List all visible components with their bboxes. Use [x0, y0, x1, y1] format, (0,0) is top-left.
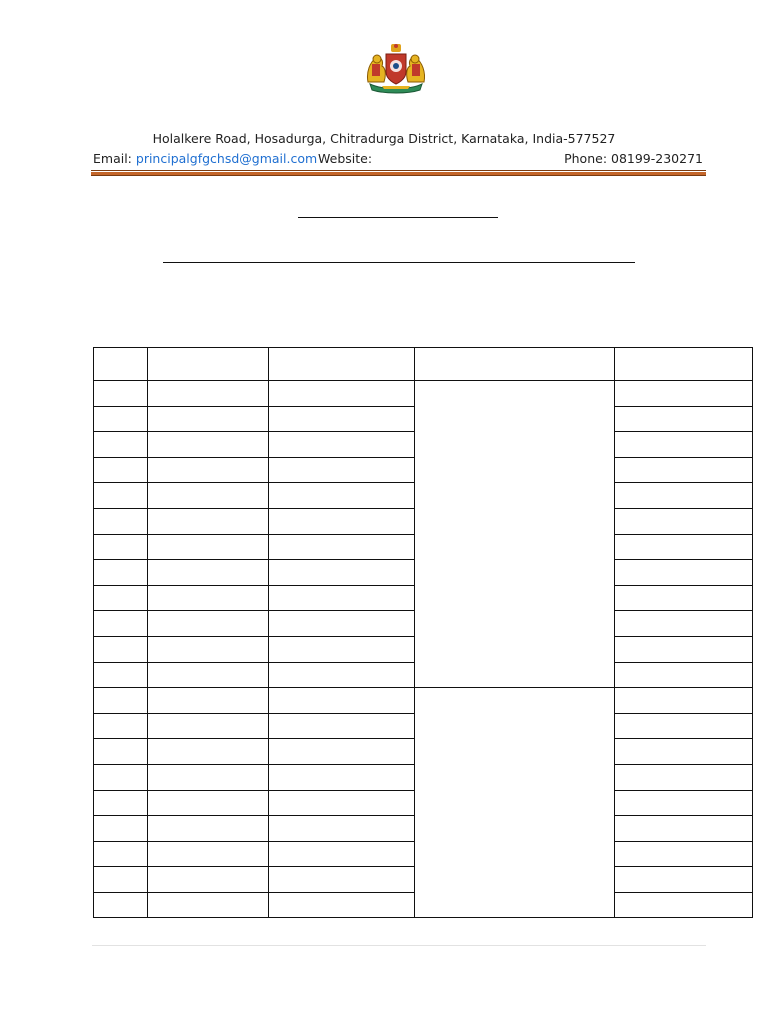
- table-cell: [148, 764, 269, 790]
- table-cell: [269, 790, 415, 816]
- table-cell: [94, 611, 148, 637]
- table-cell: [94, 790, 148, 816]
- table-cell: [615, 432, 753, 458]
- table-cell: [148, 534, 269, 560]
- table-cell: [148, 611, 269, 637]
- table-cell: [148, 816, 269, 842]
- table-cell: [148, 688, 269, 714]
- table-cell: [94, 662, 148, 688]
- table-cell: [94, 585, 148, 611]
- table-cell: [94, 636, 148, 662]
- table-cell: [94, 457, 148, 483]
- table-cell: [148, 585, 269, 611]
- table-cell: [148, 636, 269, 662]
- table-cell: [148, 841, 269, 867]
- table-cell: [94, 841, 148, 867]
- merged-table-cell: [415, 688, 615, 918]
- table-cell: [269, 816, 415, 842]
- table-cell: [615, 662, 753, 688]
- table-cell: [269, 867, 415, 893]
- table-cell: [94, 764, 148, 790]
- table-header-cell: [94, 348, 148, 381]
- table-cell: [269, 457, 415, 483]
- table-cell: [269, 508, 415, 534]
- table-cell: [94, 381, 148, 407]
- table-cell: [94, 867, 148, 893]
- table-row: [94, 688, 753, 714]
- website-label: Website:: [318, 151, 373, 166]
- header-rule-bottom: [91, 175, 706, 176]
- table-cell: [148, 713, 269, 739]
- table-cell: [148, 432, 269, 458]
- table-header-cell: [415, 348, 615, 381]
- table-cell: [94, 713, 148, 739]
- table-cell: [269, 560, 415, 586]
- table-cell: [94, 560, 148, 586]
- table-cell: [269, 688, 415, 714]
- table-cell: [615, 764, 753, 790]
- table-cell: [269, 585, 415, 611]
- table-header-cell: [269, 348, 415, 381]
- table-cell: [94, 432, 148, 458]
- table-cell: [615, 381, 753, 407]
- table-cell: [615, 611, 753, 637]
- table-cell: [148, 560, 269, 586]
- table-cell: [269, 713, 415, 739]
- table-cell: [94, 739, 148, 765]
- email-link[interactable]: principalgfgchsd@gmail.com: [135, 151, 318, 166]
- table-cell: [269, 611, 415, 637]
- table-cell: [269, 381, 415, 407]
- table-cell: [269, 534, 415, 560]
- table-cell: [615, 457, 753, 483]
- table-cell: [615, 713, 753, 739]
- table-cell: [615, 892, 753, 918]
- merged-table-cell: [415, 381, 615, 688]
- table-cell: [148, 406, 269, 432]
- table-header-row: [94, 348, 753, 381]
- table-cell: [94, 406, 148, 432]
- table-cell: [615, 483, 753, 509]
- header-rule-top: [91, 170, 706, 171]
- table-header-cell: [615, 348, 753, 381]
- table-body: [94, 348, 753, 918]
- table-cell: [94, 892, 148, 918]
- table-cell: [94, 508, 148, 534]
- table-cell: [615, 790, 753, 816]
- table-cell: [615, 534, 753, 560]
- table-cell: [269, 739, 415, 765]
- table-cell: [269, 406, 415, 432]
- table-cell: [148, 739, 269, 765]
- table-row: [94, 381, 753, 407]
- table-cell: [269, 432, 415, 458]
- contact-row: [93, 151, 703, 169]
- table-cell: [615, 636, 753, 662]
- table-cell: [269, 483, 415, 509]
- table-cell: [615, 508, 753, 534]
- college-address: Holalkere Road, Hosadurga, Chitradurga District, Karnataka, India-577527: [152, 131, 616, 146]
- email-label: Email:: [93, 151, 132, 166]
- karnataka-emblem-icon: [362, 42, 430, 96]
- footer-rule: [92, 945, 706, 946]
- blank-data-table: [93, 347, 753, 918]
- table-cell: [269, 892, 415, 918]
- table-cell: [269, 636, 415, 662]
- table-cell: [94, 688, 148, 714]
- table-cell: [148, 790, 269, 816]
- table-cell: [148, 867, 269, 893]
- subtitle-underline: [163, 262, 635, 263]
- table-cell: [615, 739, 753, 765]
- title-underline: [298, 217, 498, 218]
- phone-number: Phone: 08199-230271: [564, 151, 703, 166]
- table-cell: [615, 867, 753, 893]
- table-cell: [615, 406, 753, 432]
- table-cell: [148, 662, 269, 688]
- table-cell: [94, 483, 148, 509]
- table-header-cell: [148, 348, 269, 381]
- table-cell: [615, 816, 753, 842]
- table-cell: [615, 585, 753, 611]
- table-cell: [148, 483, 269, 509]
- table-cell: [615, 841, 753, 867]
- table-cell: [148, 457, 269, 483]
- email-field: [93, 151, 317, 166]
- table-cell: [94, 534, 148, 560]
- table-cell: [269, 764, 415, 790]
- table-cell: [615, 560, 753, 586]
- table-cell: [615, 688, 753, 714]
- table-cell: [148, 508, 269, 534]
- table-cell: [148, 892, 269, 918]
- table-cell: [269, 662, 415, 688]
- table-cell: [269, 841, 415, 867]
- table-cell: [148, 381, 269, 407]
- table-cell: [94, 816, 148, 842]
